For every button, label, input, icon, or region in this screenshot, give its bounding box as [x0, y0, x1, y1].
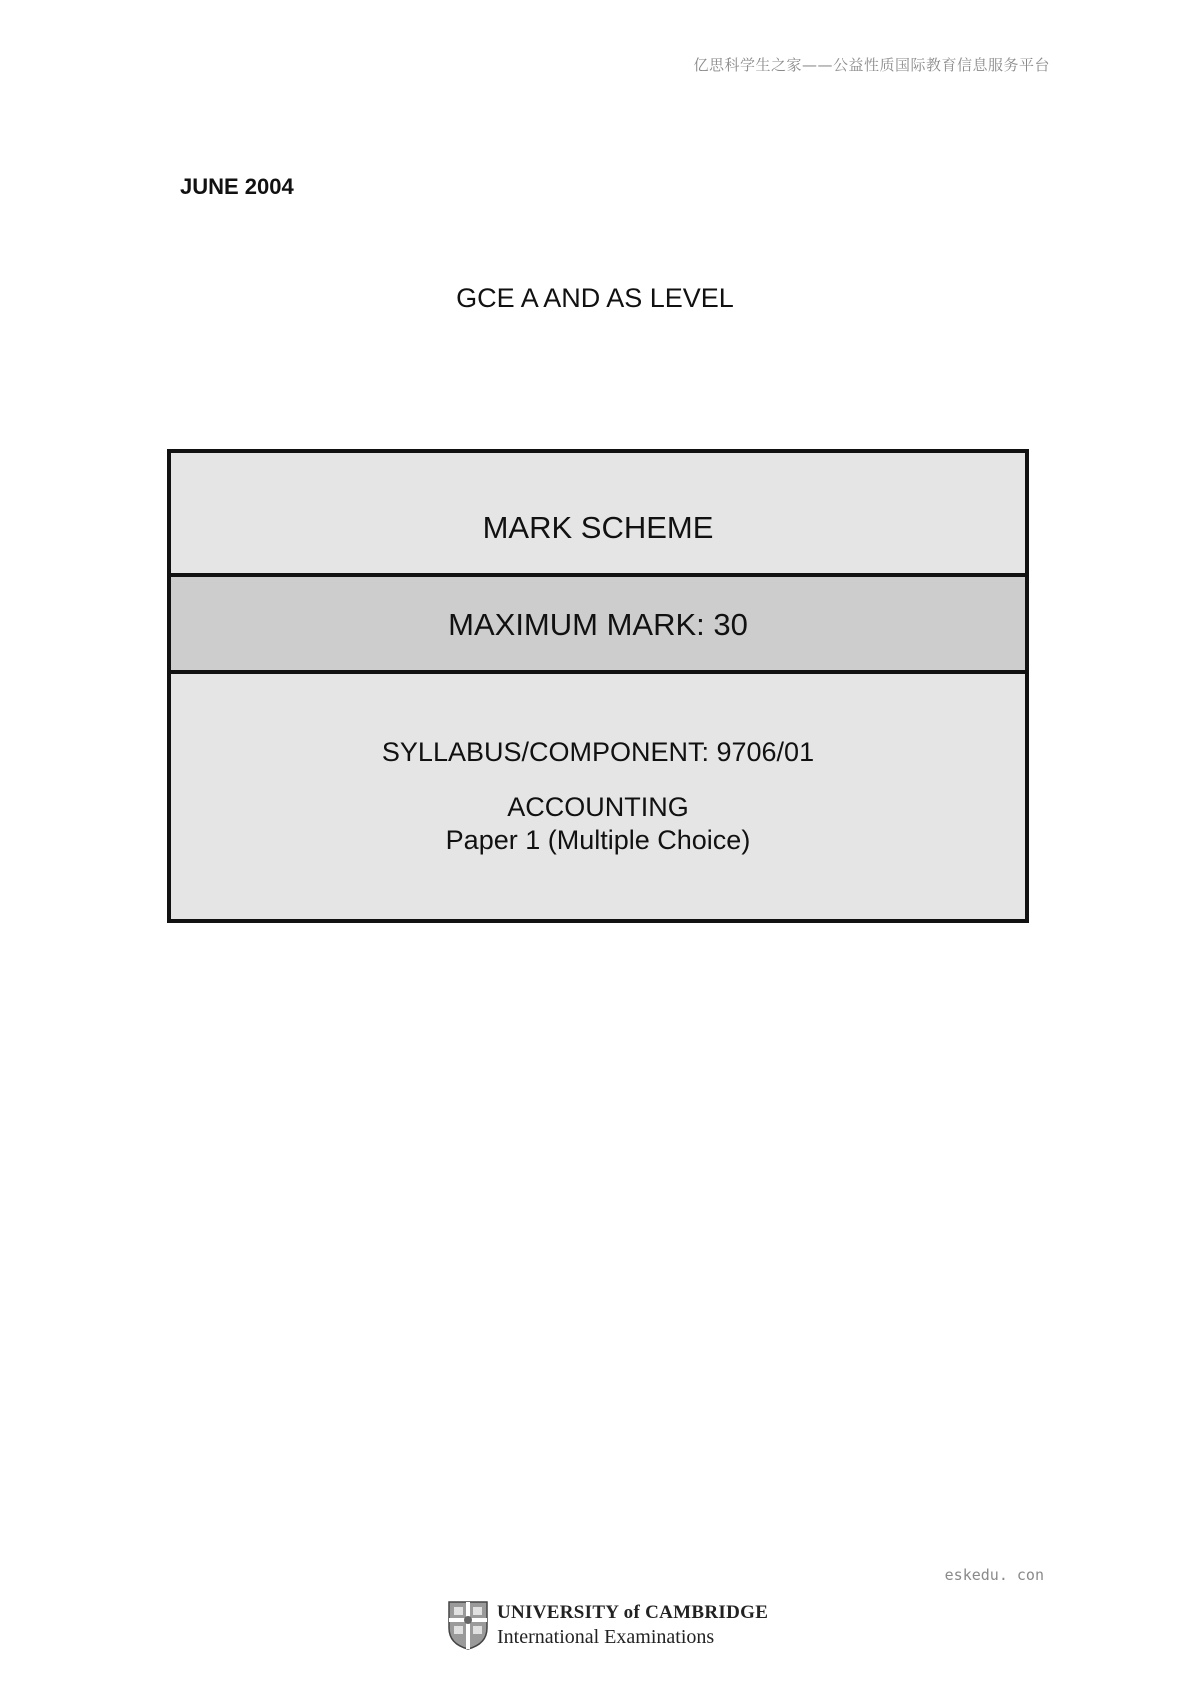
- footer-watermark: eskedu. con: [944, 1566, 1044, 1584]
- mark-scheme-title: MARK SCHEME: [482, 510, 714, 545]
- logo-examinations: International Examinations: [497, 1626, 715, 1648]
- details-row: [171, 674, 1025, 919]
- paper-name: Paper 1 (Multiple Choice): [445, 825, 751, 855]
- exam-session: JUNE 2004: [180, 174, 294, 199]
- logo-text: [497, 1601, 768, 1649]
- qualification-level: GCE A AND AS LEVEL: [456, 283, 734, 313]
- syllabus-component: SYLLABUS/COMPONENT: 9706/01: [381, 737, 815, 767]
- maximum-mark-row: [171, 577, 1025, 674]
- mark-scheme-row: [171, 453, 1025, 577]
- cover-box: [167, 449, 1029, 923]
- maximum-mark: MAXIMUM MARK: 30: [448, 607, 748, 642]
- cambridge-crest-icon: [447, 1600, 489, 1650]
- logo-university: UNIVERSITY of CAMBRIDGE: [497, 1602, 769, 1623]
- cambridge-logo: [447, 1600, 768, 1650]
- header-watermark: 亿思科学生之家——公益性质国际教育信息服务平台: [693, 56, 1050, 74]
- subject-name: ACCOUNTING: [507, 792, 689, 822]
